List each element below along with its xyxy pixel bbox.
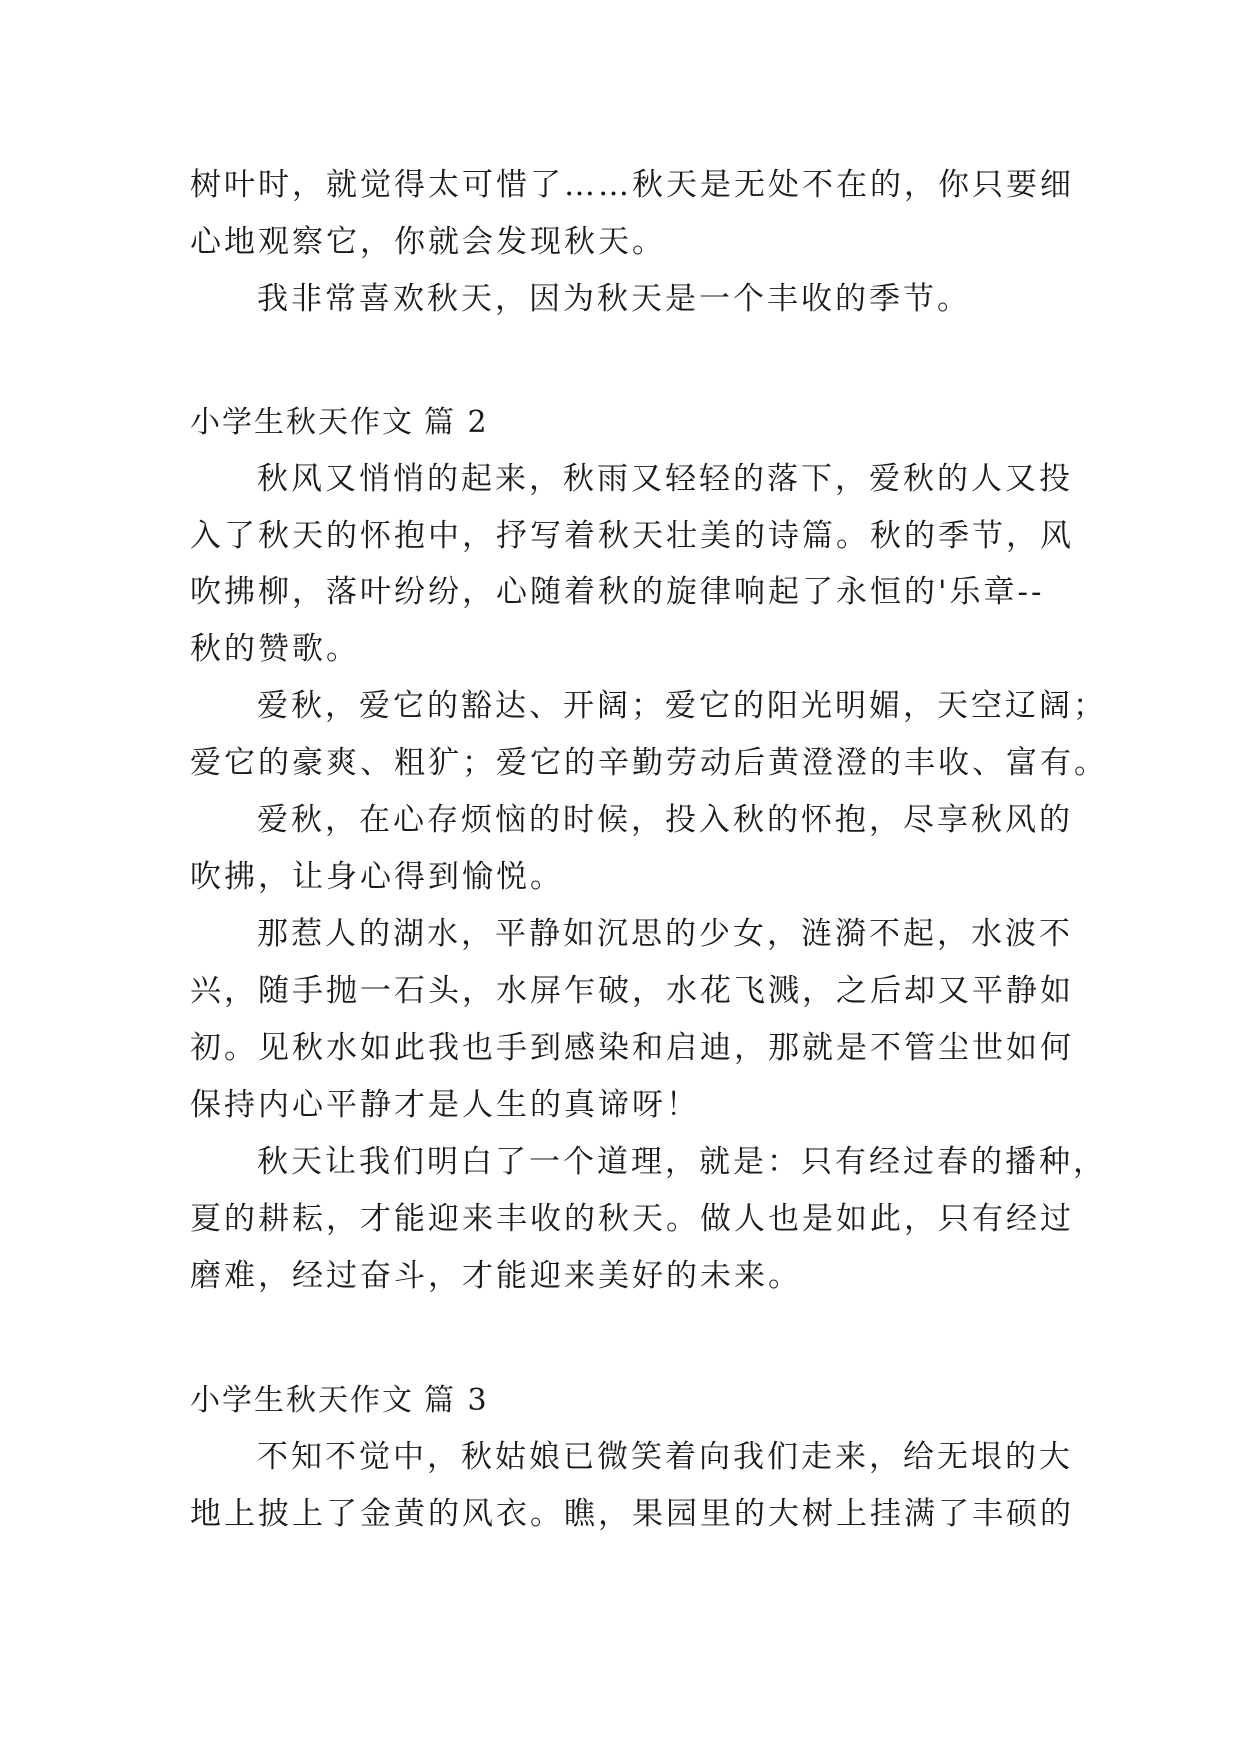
section-heading-title: 小学生秋天作文 <box>190 405 414 440</box>
paragraph-line: 爱秋，爱它的豁达、开阔；爱它的阳光明媚，天空辽阔； <box>257 688 1107 724</box>
paragraph-line: 秋的赞歌。 <box>190 631 360 667</box>
paragraph-line: 磨难，经过奋斗，才能迎来美好的未来。 <box>190 1258 802 1294</box>
section-heading-title: 小学生秋天作文 <box>190 1383 414 1418</box>
paragraph-line: 我非常喜欢秋天，因为秋天是一个丰收的季节。 <box>257 281 971 317</box>
paragraph-line: 吹拂，让身心得到愉悦。 <box>190 859 564 895</box>
paragraph-line: 夏的耕耘，才能迎来丰收的秋天。做人也是如此，只有经过 <box>190 1201 1074 1237</box>
section-heading-number: 篇 3 <box>424 1383 489 1418</box>
section-heading <box>190 398 489 448</box>
section-heading-number: 篇 2 <box>424 405 489 440</box>
paragraph-line: 入了秋天的怀抱中，抒写着秋天壮美的诗篇。秋的季节，风 <box>190 518 1074 554</box>
section-heading <box>190 1376 489 1426</box>
paragraph-line: 兴，随手抛一石头，水屏乍破，水花飞溅，之后却又平静如 <box>190 973 1074 1009</box>
paragraph-line: 保持内心平静才是人生的真谛呀！ <box>190 1087 700 1123</box>
paragraph-line: 初。见秋水如此我也手到感染和启迪，那就是不管尘世如何 <box>190 1030 1074 1066</box>
paragraph-line: 吹拂柳，落叶纷纷，心随着秋的旋律响起了永恒的'乐章-- <box>190 574 1045 610</box>
paragraph-line: 心地观察它，你就会发现秋天。 <box>190 224 666 260</box>
paragraph-line: 那惹人的湖水，平静如沉思的少女，涟漪不起，水波不 <box>257 916 1073 952</box>
paragraph-line: 秋天让我们明白了一个道理，就是：只有经过春的播种， <box>257 1144 1107 1180</box>
paragraph-line: 不知不觉中，秋姑娘已微笑着向我们走来，给无垠的大 <box>257 1439 1073 1475</box>
paragraph-line: 秋风又悄悄的起来，秋雨又轻轻的落下，爱秋的人又投 <box>257 461 1073 497</box>
paragraph-line: 树叶时，就觉得太可惜了……秋天是无处不在的，你只要细 <box>190 167 1074 203</box>
paragraph-line: 地上披上了金黄的风衣。瞧，果园里的大树上挂满了丰硕的 <box>190 1496 1074 1532</box>
paragraph-line: 爱秋，在心存烦恼的时候，投入秋的怀抱，尽享秋风的 <box>257 802 1073 838</box>
paragraph-line: 爱它的豪爽、粗犷；爱它的辛勤劳动后黄澄澄的丰收、富有。 <box>190 745 1108 781</box>
